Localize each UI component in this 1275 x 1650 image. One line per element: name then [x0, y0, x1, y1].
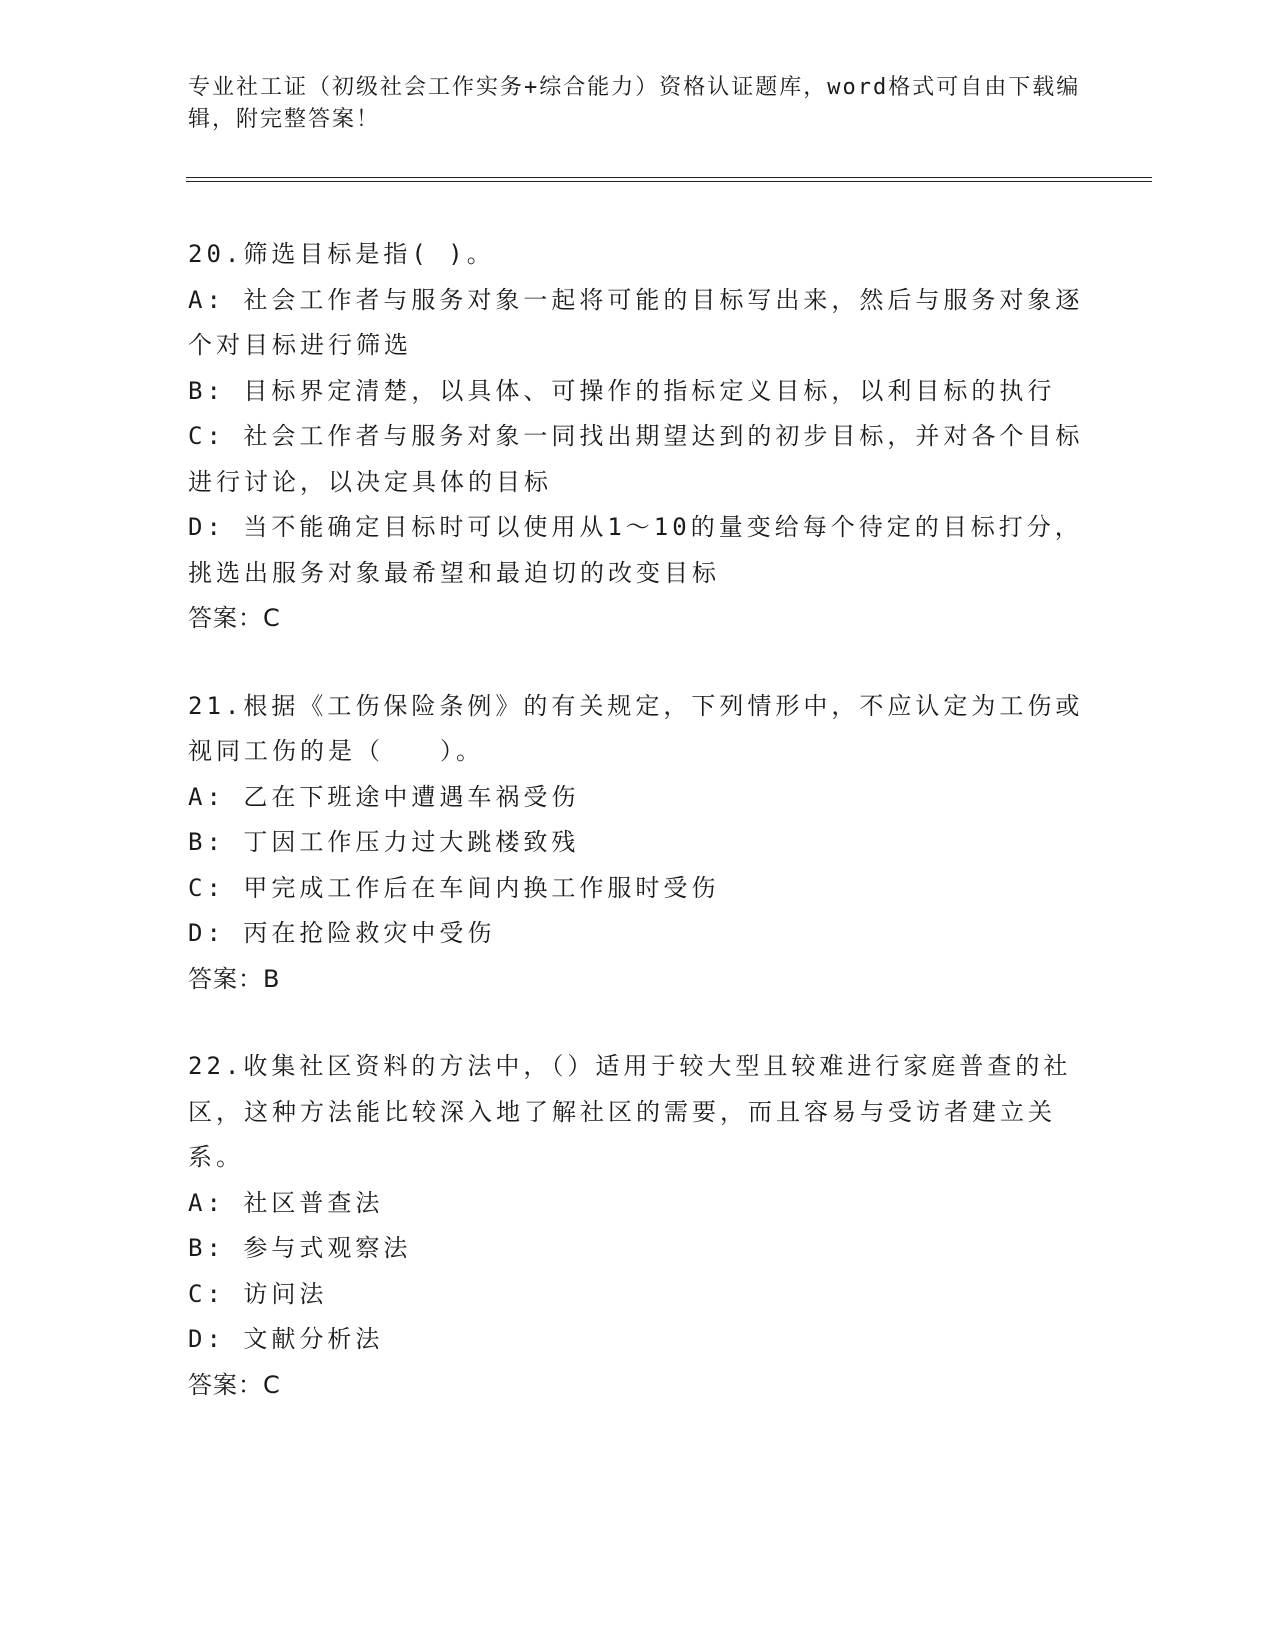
question-20	[188, 232, 1108, 642]
question-stem: 22.收集社区资料的方法中，（）适用于较大型且较难进行家庭普查的社区，这种方法能比较深入地了解社区的需要，而且容易与受访者建立关系。	[188, 1052, 1072, 1171]
answer: 答案：B	[188, 964, 281, 993]
answer: 答案：C	[188, 604, 281, 632]
question-21	[188, 684, 1108, 1003]
option-a: A: 乙在下班途中遭遇车祸受伤	[188, 782, 580, 811]
header-text: 专业社工证（初级社会工作实务+综合能力）资格认证题库，word格式可自由下载编辑，附完整答案！	[188, 75, 1081, 132]
answer: 答案：C	[188, 1370, 281, 1399]
option-b: B: 参与式观察法	[188, 1234, 412, 1262]
question-stem: 21.根据《工伤保险条例》的有关规定，下列情形中，不应认定为工伤或视同工伤的是（ ）。	[188, 691, 1084, 765]
question-list	[188, 232, 1108, 1450]
option-a: A: 社会工作者与服务对象一起将可能的目标写出来，然后与服务对象逐个对目标进行筛选	[188, 285, 1084, 359]
option-d: D: 当不能确定目标时可以使用从1～10的量变给每个待定的目标打分，挑选出服务对象最希望和最迫切的改变目标	[188, 513, 1083, 587]
option-a: A: 社区普查法	[188, 1188, 384, 1217]
option-b: B: 丁因工作压力过大跳楼致残	[188, 828, 580, 856]
question-stem: 20.筛选目标是指( )。	[188, 240, 495, 268]
option-c: C: 社会工作者与服务对象一同找出期望达到的初步目标，并对各个目标进行讨论，以决定具体的目标	[188, 422, 1084, 496]
option-d: D: 丙在抢险救灾中受伤	[188, 919, 496, 947]
option-b: B: 目标界定清楚，以具体、可操作的指标定义目标，以利目标的执行	[188, 376, 1056, 405]
question-22	[188, 1044, 1108, 1408]
option-d: D: 文献分析法	[188, 1325, 384, 1353]
document-header	[188, 72, 1088, 136]
header-divider	[186, 177, 1152, 182]
option-c: C: 访问法	[188, 1279, 328, 1308]
option-c: C: 甲完成工作后在车间内换工作服时受伤	[188, 873, 720, 902]
